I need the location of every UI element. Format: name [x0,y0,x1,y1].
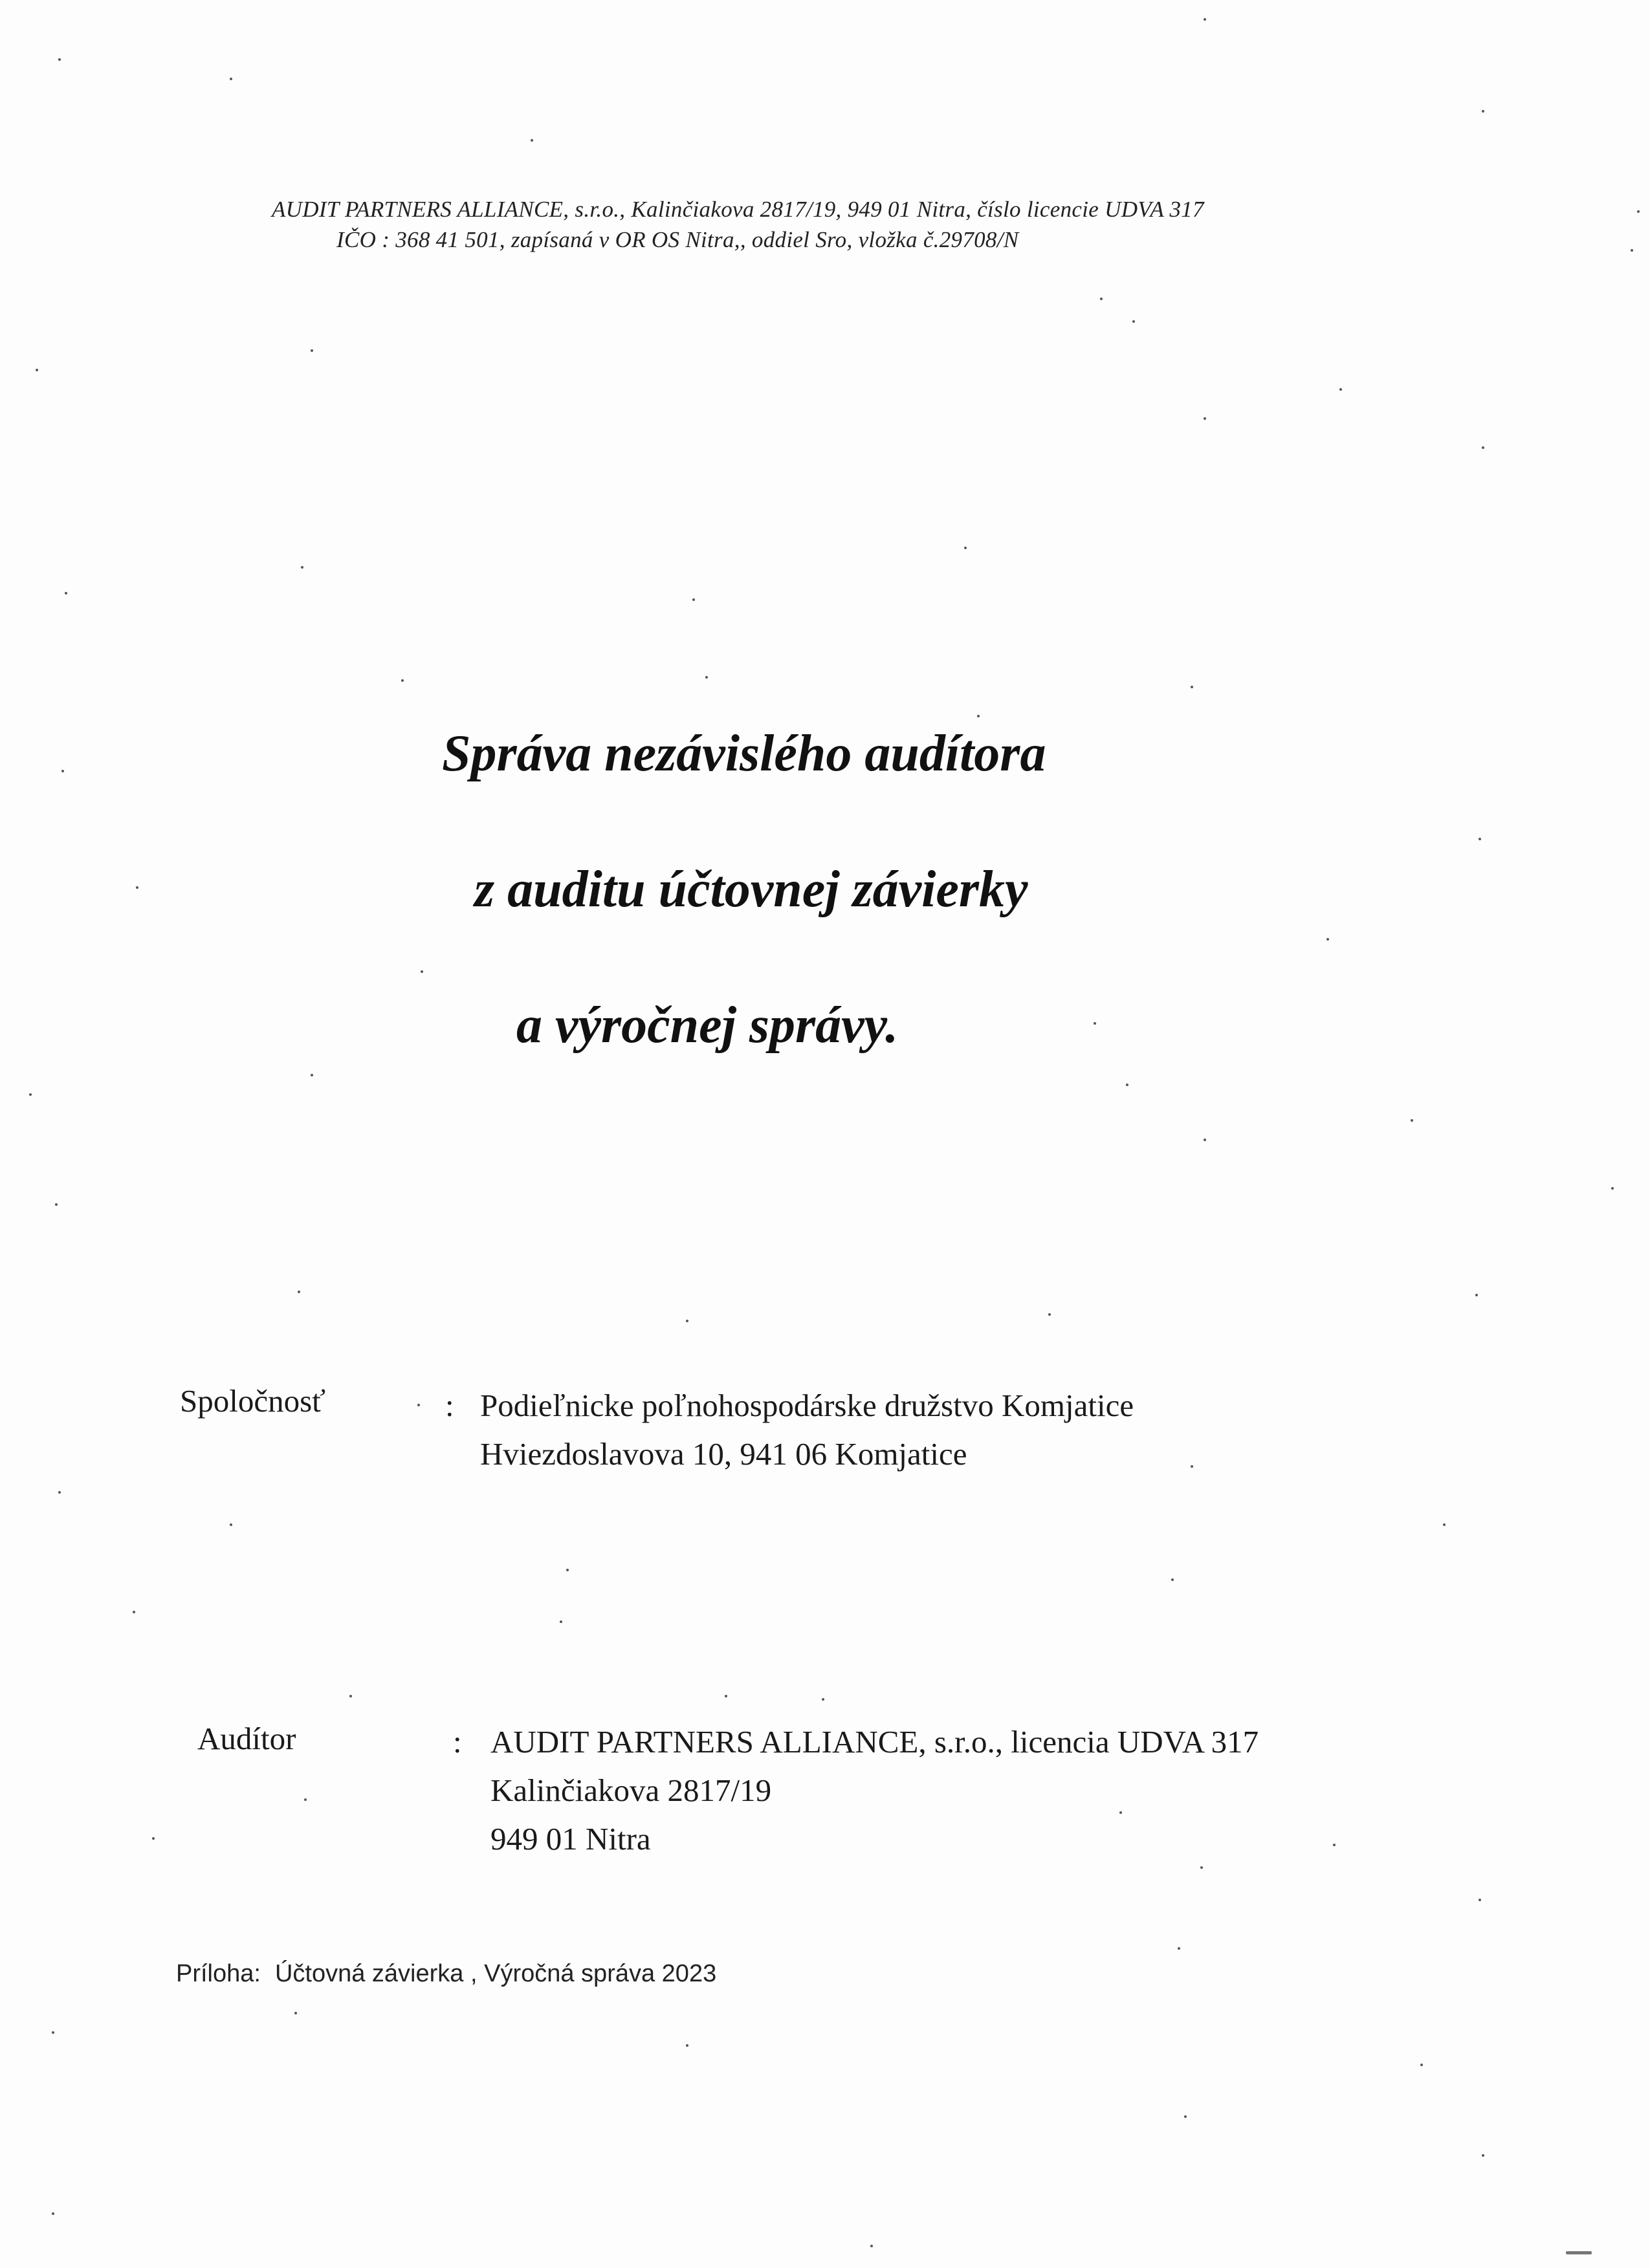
scan-speck [1475,1294,1478,1296]
scan-speck [311,1074,313,1076]
scan-speck [1204,417,1206,420]
scan-speck [870,2245,873,2247]
scan-speck [52,2031,54,2034]
letterhead-line-2: IČO : 368 41 501, zapísaná v OR OS Nitra,, oddiel Sro, vložka č.29708/N [336,227,1019,252]
auditor-street: Kalinčiakova 2817/19 [490,1772,772,1808]
scan-speck [421,970,423,973]
scan-speck [1178,1947,1180,1950]
company-address: Hviezdoslavova 10, 941 06 Komjatice [480,1436,967,1472]
title-line-3: a výročnej správy. [516,997,899,1054]
scan-speck [417,1404,420,1406]
attachment-note [176,1960,716,1988]
scan-speck [294,2012,297,2014]
company-label: Spoločnosť [180,1383,326,1419]
scan-speck [1611,1187,1614,1190]
scan-speck [1204,18,1206,21]
scan-speck [58,1491,61,1494]
scan-speck [964,547,967,549]
scan-speck [1119,1811,1122,1814]
scan-speck [1171,1578,1174,1581]
title-line-2: z auditu účtovnej závierky [474,861,1028,918]
scan-speck [566,1569,569,1571]
title-line-1: Správa nezávislého audítora [442,725,1046,782]
scan-speck [1482,446,1484,449]
scan-speck [401,679,404,682]
scan-speck [304,1798,307,1801]
scan-speck [1100,298,1103,300]
scan-speck [822,1698,824,1701]
scan-speck [1637,210,1640,213]
scan-speck [1200,1866,1203,1869]
scan-speck [301,566,303,569]
letterhead-line-1: AUDIT PARTNERS ALLIANCE, s.r.o., Kalinčiakova 2817/19, 949 01 Nitra, číslo licencie UDVA 317 [272,197,1204,222]
scan-speck [65,592,67,594]
scan-speck [1482,110,1484,113]
company-colon: : [445,1388,454,1423]
auditor-letterhead [272,194,1436,255]
scan-speck [1333,1844,1336,1846]
scan-speck [36,369,38,371]
scan-speck [1191,1465,1193,1468]
scan-speck [531,139,533,142]
scan-speck [686,2044,688,2047]
scan-speck [1126,1084,1128,1086]
scan-speck [1411,1119,1413,1122]
scan-speck [61,770,64,772]
scan-speck [311,349,313,352]
scan-speck [1094,1022,1096,1025]
scan-speck [560,1620,562,1623]
scan-speck [977,715,980,717]
attachment-label: Príloha: [176,1960,261,1987]
scan-speck [1631,249,1633,252]
scan-speck [1479,1899,1481,1901]
scan-speck [230,78,232,80]
scan-speck [133,1611,135,1613]
scan-speck [1191,686,1193,688]
scan-speck [1184,2115,1187,2118]
scan-speck [58,58,61,61]
scan-speck [1326,938,1329,941]
scan-speck [52,2212,54,2215]
scan-speck [686,1320,688,1322]
scan-speck [1420,2064,1423,2066]
auditor-label: Audítor [197,1721,296,1756]
attachment-value: Účtovná závierka , Výročná správa 2023 [274,1960,717,1987]
scan-speck [725,1695,727,1697]
scan-speck [1339,388,1342,391]
company-name: Podieľnicke poľnohospodárske družstvo Komjatice [480,1388,1134,1423]
scan-speck [1482,2154,1484,2157]
scan-speck [1479,838,1481,840]
scan-speck [1566,2251,1592,2254]
scan-speck [29,1093,32,1096]
scan-speck [1048,1313,1051,1316]
scan-speck [705,676,708,679]
auditor-colon: : [453,1724,462,1760]
company-details [480,1381,1134,1478]
scan-speck [230,1523,232,1526]
scan-speck [1443,1523,1446,1526]
auditor-details [490,1717,1259,1863]
auditor-name: AUDIT PARTNERS ALLIANCE, s.r.o., licencia UDVA 317 [490,1724,1259,1760]
scan-speck [55,1203,58,1206]
auditor-city: 949 01 Nitra [490,1821,651,1857]
scan-speck [1204,1139,1206,1141]
scan-speck [136,886,138,889]
scan-speck [298,1291,300,1293]
scan-speck [1132,320,1135,323]
scan-speck [692,598,695,601]
scan-speck [152,1837,155,1840]
scan-speck [349,1695,352,1697]
